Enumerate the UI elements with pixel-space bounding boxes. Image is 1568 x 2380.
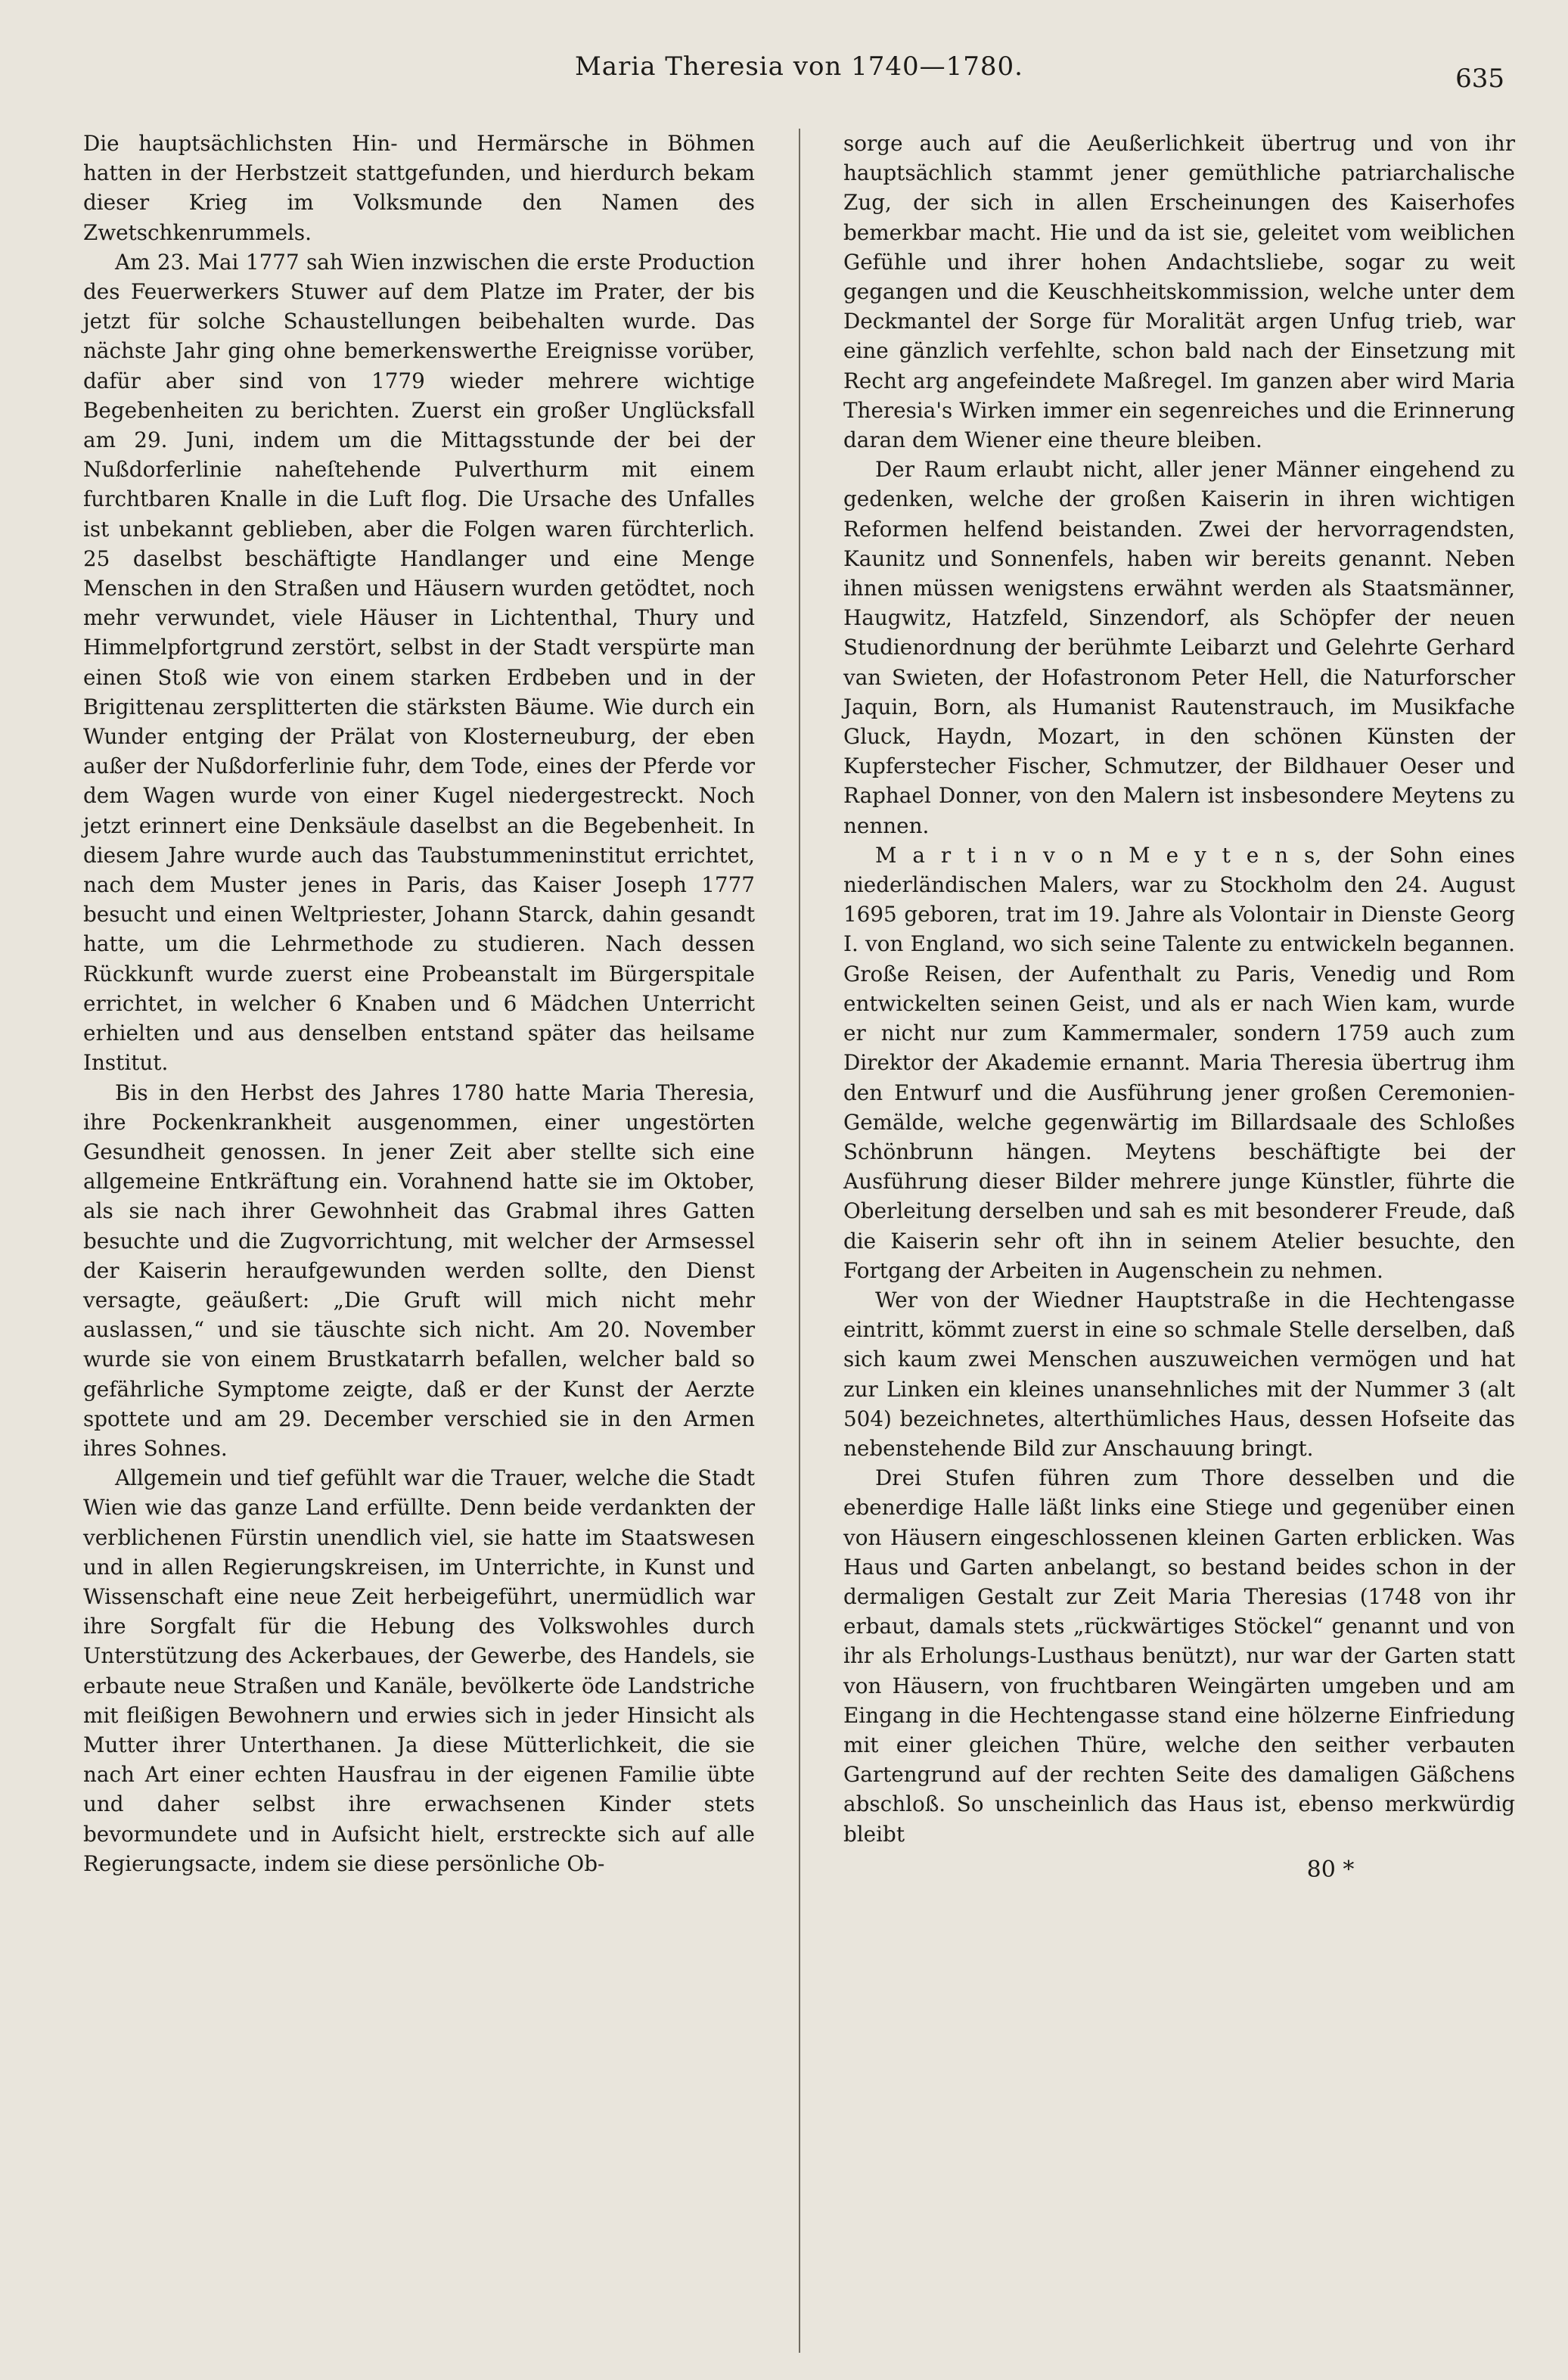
paragraph: Die hauptsächlichsten Hin- und Hermärsche in Böhmen hatten in der Herbstzeit stattgefunden, und hierdurch bekam dieser Krieg im Volksmunde den Namen des Zwetschkenrummels. [83, 131, 755, 245]
paragraph: Wer von der Wiedner Hauptstraße in die Hechtengasse eintritt, kömmt zuerst in eine so schmale Stelle derselben, daß sich kaum zwei Menschen auszuweichen vermögen und hat zur Linken ein kleines unansehnliches mit der Nummer 3 (alt 504) bezeichnetes, alterthümliches Haus, dessen Hofseite das nebenstehende Bild zur Anschauung bringt. [843, 1287, 1515, 1461]
paragraph: Bis in den Herbst des Jahres 1780 hatte Maria Theresia, ihre Pockenkrankheit ausgenommen, einer ungestörten Gesundheit genossen. In jener Zeit aber stellte sich eine allgemeine Entkräftung ein. Vorahnend hatte sie im Oktober, als sie nach ihrer Gewohnheit das Grabmal ihres Gatten besuchte und die Zugvorrichtung, mit welcher der Armsessel der Kaiserin heraufgewunden werden sollte, den Dienst versagte, geäußert: „Die Gruft will mich nicht mehr auslassen,“ und sie täuschte sich nicht. Am 20. November wurde sie von einem Brustkatarrh befallen, welcher bald so gefährliche Symptome zeigte, daß er der Kunst der Aerzte spottete und am 29. December verschied sie in den Armen ihres Sohnes. [83, 1080, 755, 1461]
paragraph: Drei Stufen führen zum Thore desselben und die ebenerdige Halle läßt links eine Stiege und gegenüber einen von Häusern eingeschlossenen kleinen Garten erblicken. Was Haus und Garten anbelangt, so bestand beides schon in der dermaligen Gestalt zur Zeit Maria Theresias (1748 von ihr erbaut, damals stets „rückwärtiges Stöckel“ genannt und von ihr als Erholungs-Lusthaus benützt), nur war der Garten statt von Häusern, von fruchtbaren Weingärten umgeben und am Eingang in die Hechtengasse stand eine hölzerne Einfriedung mit einer gleichen Thüre, welche den seither verbauten Gartengrund auf der rechten Seite des damaligen Gäßchens abschloß. So unscheinlich das Haus ist, ebenso merkwürdig bleibt [843, 1465, 1515, 1847]
running-head [83, 36, 1515, 94]
paragraph: Allgemein und tief gefühlt war die Trauer, welche die Stadt Wien wie das ganze Land erfüllte. Denn beide verdankten der verblichenen Fürstin unendlich viel, sie hatte im Staatswesen und in allen Regierungskreisen, im Unterrichte, in Kunst und Wissenschaft eine neue Zeit herbeigeführt, unermüdlich war ihre Sorgfalt für die Hebung des Volkswohles durch Unterstützung des Ackerbaues, der Gewerbe, des Handels, sie erbaute neue Straßen und Kanäle, bevölkerte öde Landstriche mit fleißigen Bewohnern und erwies sich in jeder Hinsicht als Mutter ihrer Unterthanen. Ja diese Mütterlichkeit, die sie nach Art einer echten Hausfrau in der eigenen Familie übte und daher selbst ihre erwachsenen Kinder stets bevormundete und in Aufsicht hielt, erstreckte sich auf alle Regierungsacte, indem sie diese persönliche Ob- [83, 1465, 755, 1876]
signature-mark: 80 * [1306, 1856, 1355, 1883]
paragraph: Am 23. Mai 1777 sah Wien inzwischen die erste Production des Feuerwerkers Stuwer auf dem Platze im Prater, der bis jetzt für solche Schaustellungen beibehalten wurde. Das nächste Jahr ging ohne bemerkenswerthe Ereignisse vorüber, dafür aber sind von 1779 wieder mehrere wichtige Begebenheiten zu berichten. Zuerst ein großer Unglücksfall am 29. Juni, indem um die Mittagsstunde der bei der Nußdorferlinie naheſtehende Pulverthurm mit einem furchtbaren Knalle in die Luft flog. Die Ursache des Unfalles ist unbekannt geblieben, aber die Folgen waren fürchterlich. 25 daselbst beschäftigte Handlanger und eine Menge Menschen in den Straßen und Häusern wurden getödtet, noch mehr verwundet, viele Häuser in Lichtenthal, Thury und Himmelpfortgrund zerstört, selbst in der Stadt verspürte man einen Stoß wie von einem starken Erdbeben und in der Brigittenau zersplitterten die stärksten Bäume. Wie durch ein Wunder entging der Prälat von Klosterneuburg, der eben außer der Nußdorferlinie fuhr, dem Tode, eines der Pferde vor dem Wagen wurde von einer Kugel niedergestreckt. Noch jetzt erinnert eine Denksäule daselbst an die Begebenheit. In diesem Jahre wurde auch das Taubstummeninstitut errichtet, nach dem Muster jenes in Paris, das Kaiser Joseph 1777 besucht und einen Weltpriester, Johann Starck, dahin gesandt hatte, um die Lehrmethode zu studieren. Nach dessen Rückkunft wurde zuerst eine Probeanstalt im Bürgerspitale errichtet, in welcher 6 Knaben und 6 Mädchen Unterricht erhielten und aus denselben entstand später das heilsame Institut. [83, 249, 755, 1076]
page-number: 635 [1455, 64, 1504, 94]
left-column [83, 129, 755, 2353]
paragraph: sorge auch auf die Aeußerlichkeit übertrug und von ihr hauptsächlich stammt jener gemüthliche patriarchalische Zug, der sich in allen Erscheinungen des Kaiserhofes bemerkbar macht. Hie und da ist sie, geleitet vom weiblichen Gefühle und ihrer hohen Andachtsliebe, sogar zu weit gegangen und die Keuschheitskommission, welche unter dem Deckmantel der Sorge für Moralität argen Unfug trieb, war eine gänzlich verfehlte, schon bald nach der Einsetzung mit Recht arg angefeindete Maßregel. Im ganzen aber wird Maria Theresia's Wirken immer ein segenreiches und die Erinnerung daran dem Wiener eine theure bleiben. [843, 131, 1515, 453]
column-divider [799, 129, 800, 2353]
text-columns [83, 129, 1515, 2353]
right-column [843, 129, 1515, 2353]
paragraph: M a r t i n v o n M e y t e n s, der Sohn eines niederländischen Malers, war zu Stockholm den 24. August 1695 geboren, trat im 19. Jahre als Volontair in Dienste Georg I. von England, wo sich seine Talente zu entwickeln begannen. Große Reisen, der Aufenthalt zu Paris, Venedig und Rom entwickelten seinen Geist, und als er nach Wien kam, wurde er nicht nur zum Kammermaler, sondern 1759 auch zum Direktor der Akademie ernannt. Maria Theresia übertrug ihm den Entwurf und die Ausführung jener großen Ceremonien-Gemälde, welche gegenwärtig im Billardsaale des Schloßes Schönbrunn hängen. Meytens beschäftigte bei der Ausführung dieser Bilder mehrere junge Künstler, führte die Oberleitung derselben und sah es mit besonderer Freude, daß die Kaiserin sehr oft ihn in seinem Atelier besuchte, den Fortgang der Arbeiten in Augenschein zu nehmen. [843, 842, 1515, 1283]
page-title: Maria Theresia von 1740—1780. [574, 51, 1023, 82]
paragraph: Der Raum erlaubt nicht, aller jener Männer eingehend zu gedenken, welche der großen Kaiserin in ihren wichtigen Reformen helfend beistanden. Zwei der hervorragendsten, Kaunitz und Sonnenfels, haben wir bereits genannt. Neben ihnen müssen wenigstens erwähnt werden als Staatsmänner, Haugwitz, Hatzfeld, Sinzendorf, als Schöpfer der neuen Studienordnung der berühmte Leibarzt und Gelehrte Gerhard van Swieten, der Hofastronom Peter Hell, die Naturforscher Jaquin, Born, als Humanist Rautenstrauch, im Musikfache Gluck, Haydn, Mozart, in den schönen Künsten der Kupferstecher Fischer, Schmutzer, der Bildhauer Oeser und Raphael Donner, von den Malern ist insbesondere Meytens zu nennen. [843, 457, 1515, 838]
